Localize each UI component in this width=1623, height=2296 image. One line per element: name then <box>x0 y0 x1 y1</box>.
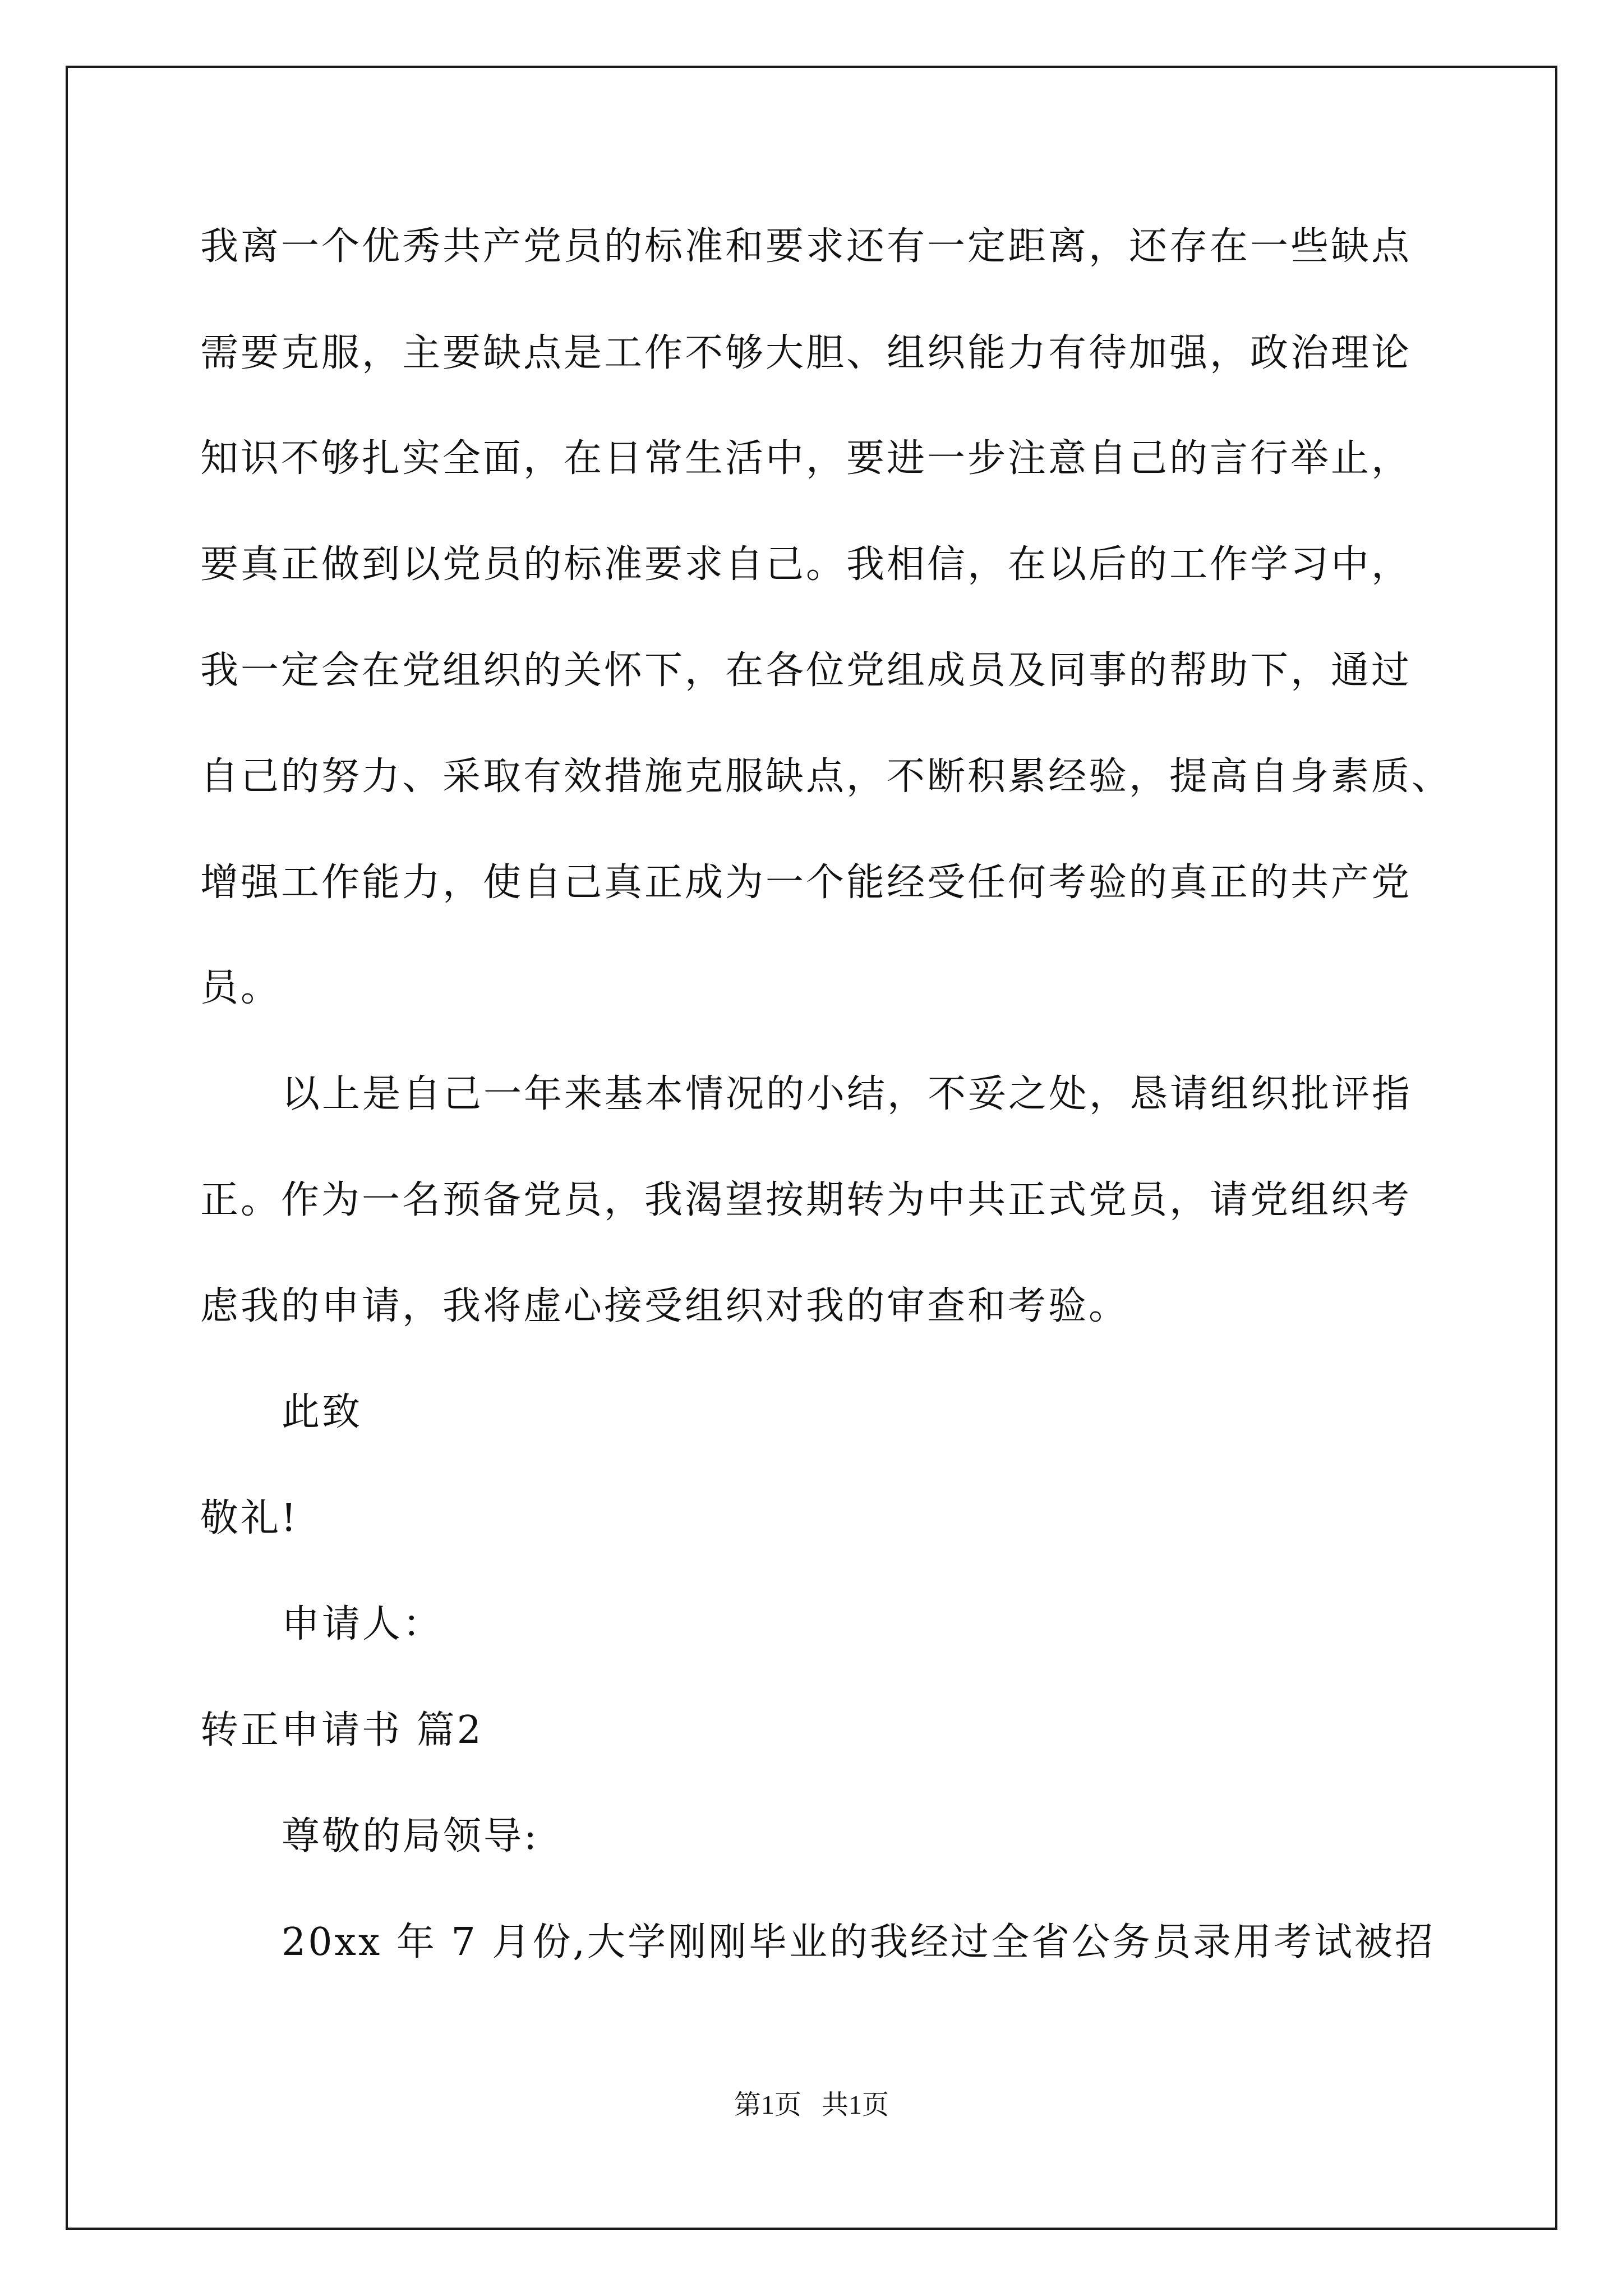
body-line-6: 自己的努力、采取有效措施克服缺点，不断积累经验，提高自身素质、 <box>200 754 1453 799</box>
body-line-5: 我一定会在党组织的关怀下，在各位党组成员及同事的帮助下，通过 <box>200 648 1412 693</box>
closing-jingli: 敬礼! <box>200 1496 299 1540</box>
paragraph-summary-line-1: 以上是自己一年来基本情况的小结，不妥之处，恳请组织批评指 <box>282 1072 1413 1116</box>
body-line-4: 要真正做到以党员的标准要求自己。我相信，在以后的工作学习中， <box>200 542 1412 587</box>
applicant-label: 申请人： <box>282 1602 444 1646</box>
body-line-new-section: 20xx 年 7 月份,大学刚刚毕业的我经过全省公务员录用考试被招 <box>282 1920 1435 1964</box>
paragraph-summary-line-3: 虑我的申请，我将虚心接受组织对我的审查和考验。 <box>200 1284 1129 1328</box>
salutation: 尊敬的局领导: <box>282 1814 539 1858</box>
page-border <box>66 66 1557 2230</box>
section-heading: 转正申请书 篇2 <box>200 1708 483 1752</box>
body-line-2: 需要克服，主要缺点是工作不够大胆、组织能力有待加强，政治理论 <box>200 331 1412 375</box>
body-line-8: 员。 <box>200 966 282 1010</box>
page-number-footer: 第1页 共1页 <box>734 2090 889 2120</box>
body-line-3: 知识不够扎实全面，在日常生活中，要进一步注意自己的言行举止， <box>200 436 1412 481</box>
body-line-1: 我离一个优秀共产党员的标准和要求还有一定距离，还存在一些缺点 <box>200 224 1412 269</box>
body-line-7: 增强工作能力，使自己真正成为一个能经受任何考验的真正的共产党 <box>200 861 1412 905</box>
paragraph-summary-line-2: 正。作为一名预备党员，我渴望按期转为中共正式党员，请党组织考 <box>200 1178 1412 1222</box>
closing-cizhi: 此致 <box>282 1390 363 1434</box>
